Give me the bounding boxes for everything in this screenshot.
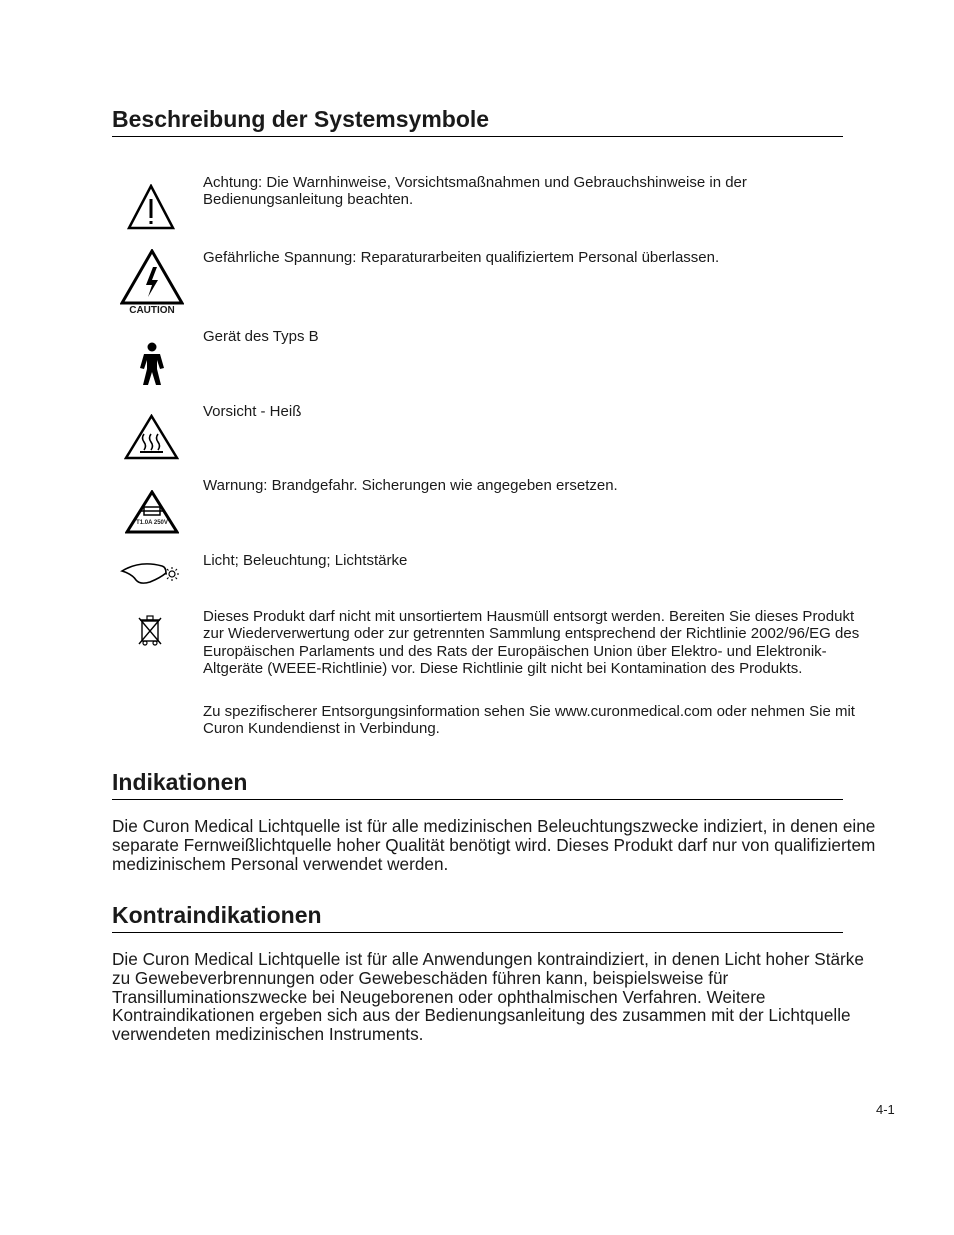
symbol-description: Vorsicht - Heiß xyxy=(203,403,302,420)
indications-heading: Indikationen xyxy=(112,768,843,800)
page-number: 4-1 xyxy=(876,1102,895,1117)
warning-exclamation-icon xyxy=(127,184,175,230)
caution-label: CAUTION xyxy=(129,305,175,316)
hot-surface-icon xyxy=(124,414,179,460)
high-voltage-caution-icon xyxy=(120,249,184,319)
fuse-fire-hazard-icon xyxy=(125,490,179,534)
symbol-description: Dieses Produkt darf nicht mit unsortiertem Hausmüll entsorgt werden. Bereiten Sie dieses Produkt zur Wiederverwertung oder zur getrennten Sammlung entsprechend der Richtlinie 2002/96/EG des Europäischen Parlaments und des Rats der Europäischen Union über Elektro- und Elektronik-Altgeräte (WEEE-Richtlinie) vor. Diese Richtlinie gilt nicht bei Kontamination des Produkts. xyxy=(203,608,860,678)
symbol-description: Gefährliche Spannung: Reparaturarbeiten qualifiziertem Personal überlassen. xyxy=(203,249,720,266)
fuse-rating-label: T1.0A 250V xyxy=(136,520,168,526)
indications-text: Die Curon Medical Lichtquelle ist für alle medizinischen Beleuchtungszwecke indiziert, in denen eine separate Fernweißlichtquelle hoher Qualität benötigt wird. Dieses Produkt darf nur von qualifiziertem medizinischem Personal verwendet werden. xyxy=(112,816,876,874)
symbol-description: Licht; Beleuchtung; Lichtstärke xyxy=(203,552,408,569)
symbol-description: Warnung: Brandgefahr. Sicherungen wie angegeben ersetzen. xyxy=(203,477,618,494)
disposal-info-text: Zu spezifischerer Entsorgungsinformation sehen Sie www.curonmedical.com oder nehmen Sie mit Curon Kundendienst in Verbindung. xyxy=(203,703,855,738)
contraindications-text: Die Curon Medical Lichtquelle ist für alle Anwendungen kontraindiziert, in denen Licht hoher Stärke zu Gewebeverbrennungen oder Gewebeschäden führen kann, beispielsweise für Transilluminationszwecke bei Neugeborenen oder ophthalmischen Verfahren. Weitere Kontraindikationen ergeben sich aus der Bedienungsanleitung des zusammen mit der Lichtquelle verwendeten medizinischen Instruments. xyxy=(112,949,864,1045)
type-b-body-icon xyxy=(138,342,166,386)
contraindications-heading: Kontraindikationen xyxy=(112,901,843,933)
weee-crossed-bin-icon xyxy=(137,614,163,648)
symbols-heading: Beschreibung der Systemsymbole xyxy=(112,105,843,137)
symbol-description: Gerät des Typs B xyxy=(203,328,319,345)
symbol-description: Achtung: Die Warnhinweise, Vorsichtsmaßnahmen und Gebrauchshinweise in der Bedienungsanleitung beachten. xyxy=(203,174,747,209)
light-intensity-icon xyxy=(120,558,184,588)
